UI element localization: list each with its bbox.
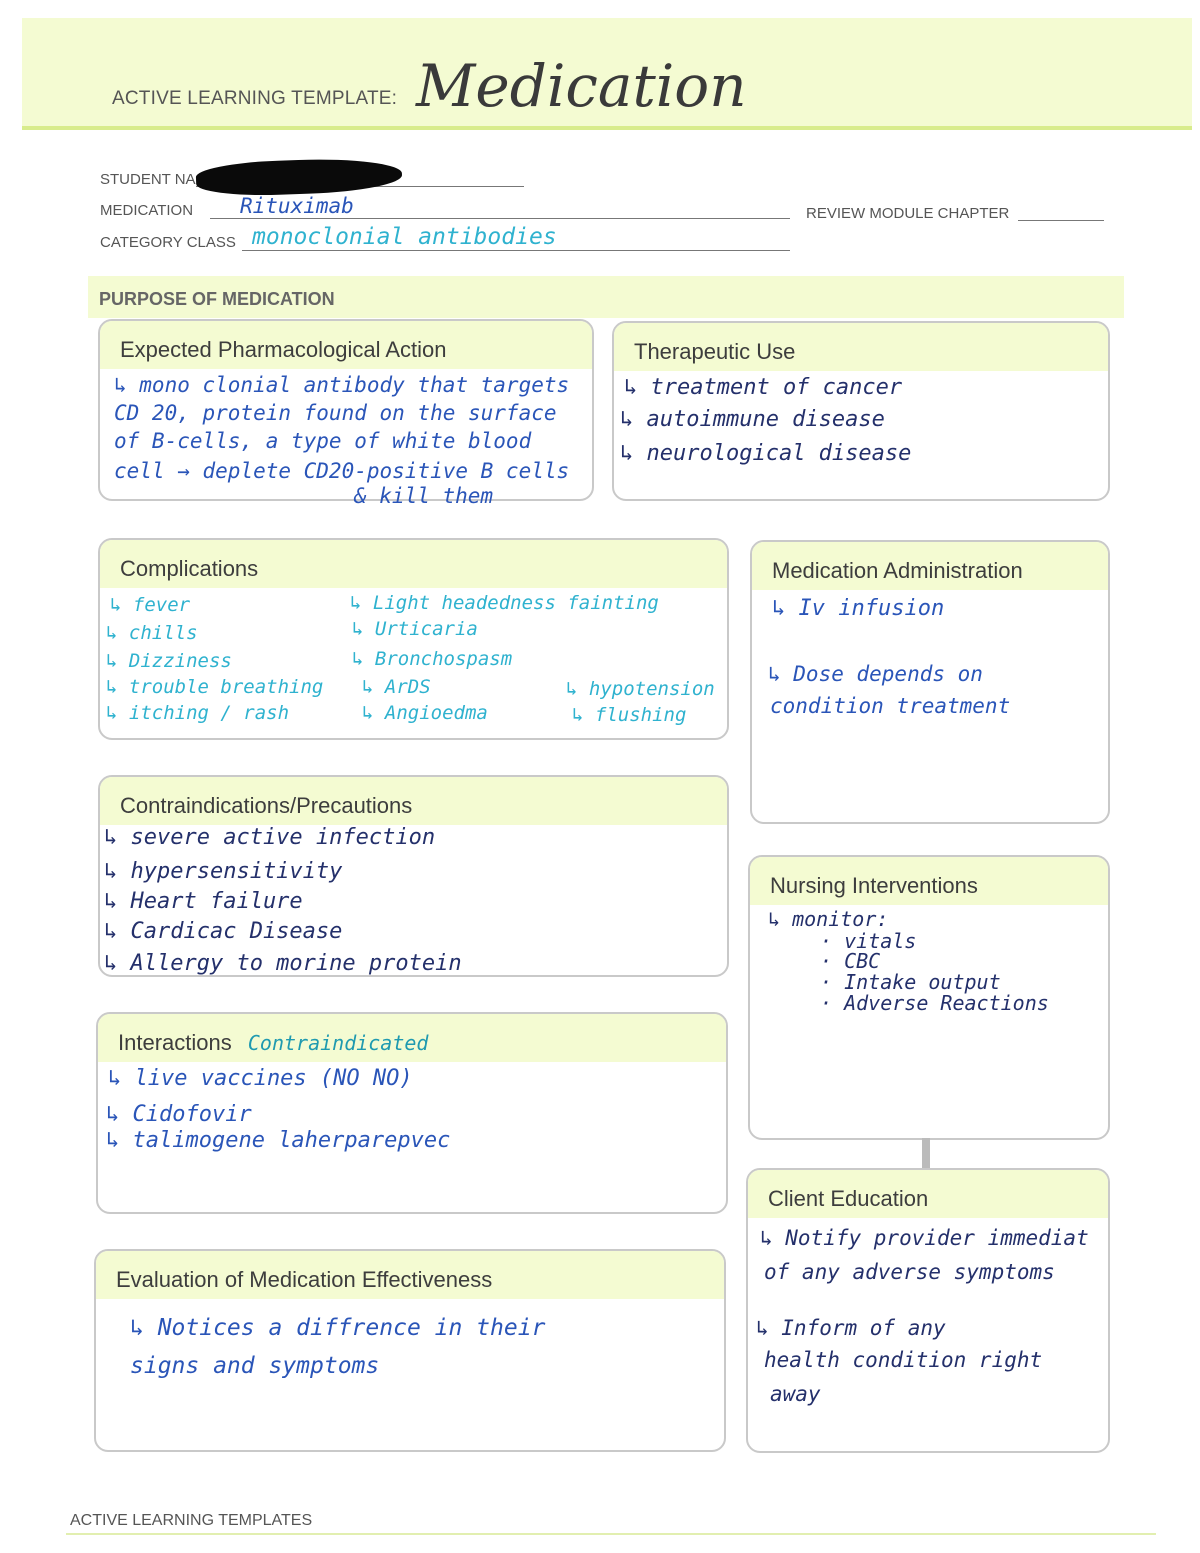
complication-item: ↳ Dizziness xyxy=(106,650,232,672)
interactions-box xyxy=(96,1012,728,1214)
complication-item: ↳ fever xyxy=(110,594,191,616)
complication-item: ↳ Urticaria xyxy=(352,618,478,640)
redaction-mark xyxy=(195,156,402,197)
client-education-line: of any adverse symptoms xyxy=(764,1260,1055,1284)
evaluation-line: ↳ Notices a diffrence in their xyxy=(130,1315,546,1341)
footer-rule xyxy=(66,1533,1156,1535)
category-class-field[interactable] xyxy=(242,250,790,251)
contraindication-item: ↳ severe active infection xyxy=(104,825,436,850)
contraindication-item: ↳ Cardicac Disease xyxy=(104,919,343,944)
therapeutic-use-line: ↳ autoimmune disease xyxy=(620,407,885,432)
review-module-field[interactable] xyxy=(1018,220,1104,221)
student-name-label: STUDENT NA xyxy=(100,171,196,188)
client-education-line: ↳ Notify provider immediat xyxy=(760,1226,1089,1250)
nursing-interventions-box xyxy=(748,855,1110,1140)
nursing-line: · Adverse Reactions xyxy=(820,991,1049,1015)
medication-field[interactable] xyxy=(210,218,790,219)
complications-title: Complications xyxy=(100,540,727,588)
interaction-item: ↳ live vaccines (NO NO) xyxy=(108,1066,413,1091)
evaluation-box xyxy=(94,1249,726,1452)
expected-action-line: of B-cells, a type of white blood xyxy=(114,429,532,453)
complication-item: ↳ chills xyxy=(106,622,198,644)
client-education-box xyxy=(746,1168,1110,1453)
contraindication-item: ↳ hypersensitivity xyxy=(104,859,343,884)
client-education-title: Client Education xyxy=(748,1170,1108,1218)
review-module-label: REVIEW MODULE CHAPTER xyxy=(806,205,1010,222)
client-education-line: away xyxy=(770,1382,821,1406)
template-subtitle: ACTIVE LEARNING TEMPLATE: xyxy=(112,88,398,109)
footer-label: ACTIVE LEARNING TEMPLATES xyxy=(70,1512,313,1529)
therapeutic-use-line: ↳ treatment of cancer xyxy=(624,375,903,400)
expected-action-box xyxy=(98,319,594,501)
purpose-heading: PURPOSE OF MEDICATION xyxy=(99,289,335,309)
category-class-label: CATEGORY CLASS xyxy=(100,234,236,251)
nursing-line: · CBC xyxy=(820,949,881,973)
contraindications-title: Contraindications/Precautions xyxy=(100,777,727,825)
complication-item: ↳ Angioedma xyxy=(362,702,488,724)
therapeutic-use-box xyxy=(612,321,1110,501)
nursing-line: · vitals xyxy=(820,929,917,953)
nursing-line: · Intake output xyxy=(820,970,1001,994)
nursing-interventions-title: Nursing Interventions xyxy=(750,857,1108,905)
contraindications-box xyxy=(98,775,729,977)
complication-item: ↳ trouble breathing xyxy=(106,676,324,698)
complications-box xyxy=(98,538,729,740)
category-class-value: monoclonial antibodies xyxy=(252,224,557,250)
client-education-line: health condition right xyxy=(764,1348,1043,1372)
evaluation-title: Evaluation of Medication Effectiveness xyxy=(96,1251,724,1299)
expected-action-line: ↳ mono clonial antibody that targets xyxy=(114,373,570,397)
expected-action-line: CD 20, protein found on the surface xyxy=(114,401,557,425)
contraindication-item: ↳ Heart failure xyxy=(104,889,303,914)
complication-item: ↳ Bronchospasm xyxy=(352,648,513,670)
medication-administration-box xyxy=(750,540,1110,824)
interaction-item: ↳ talimogene laherparepvec xyxy=(106,1128,451,1153)
medication-administration-title: Medication Administration xyxy=(752,542,1108,590)
administration-line: ↳ Dose depends on xyxy=(768,662,983,686)
nursing-line: ↳ monitor: xyxy=(768,907,889,931)
expected-action-line: & kill them xyxy=(354,484,494,508)
complication-item: ↳ itching / rash xyxy=(106,702,290,724)
medication-label: MEDICATION xyxy=(100,202,194,219)
therapeutic-use-line: ↳ neurological disease xyxy=(620,441,912,466)
interactions-title: Interactions xyxy=(118,1030,232,1055)
expected-action-title: Expected Pharmacological Action xyxy=(100,321,592,369)
page-title: Medication xyxy=(416,52,747,120)
therapeutic-use-title: Therapeutic Use xyxy=(614,323,1108,371)
client-education-line: ↳ Inform of any xyxy=(756,1316,946,1340)
expected-action-line: cell → deplete CD20-positive B cells xyxy=(114,459,570,483)
complication-item: ↳ hypotension xyxy=(566,678,715,700)
interaction-item: ↳ Cidofovir xyxy=(106,1102,252,1127)
medication-value: Rituximab xyxy=(240,194,354,218)
interactions-header xyxy=(98,1014,726,1062)
interactions-note: Contraindicated xyxy=(247,1031,429,1055)
evaluation-line: signs and symptoms xyxy=(130,1353,380,1379)
box-connector xyxy=(922,1138,930,1168)
complication-item: ↳ Light headedness fainting xyxy=(350,592,659,614)
contraindication-item: ↳ Allergy to morine protein xyxy=(104,951,462,976)
administration-line: ↳ Iv infusion xyxy=(772,596,945,621)
complication-item: ↳ flushing xyxy=(572,704,687,726)
complication-item: ↳ ArDS xyxy=(362,676,431,698)
administration-line: condition treatment xyxy=(770,694,1011,718)
